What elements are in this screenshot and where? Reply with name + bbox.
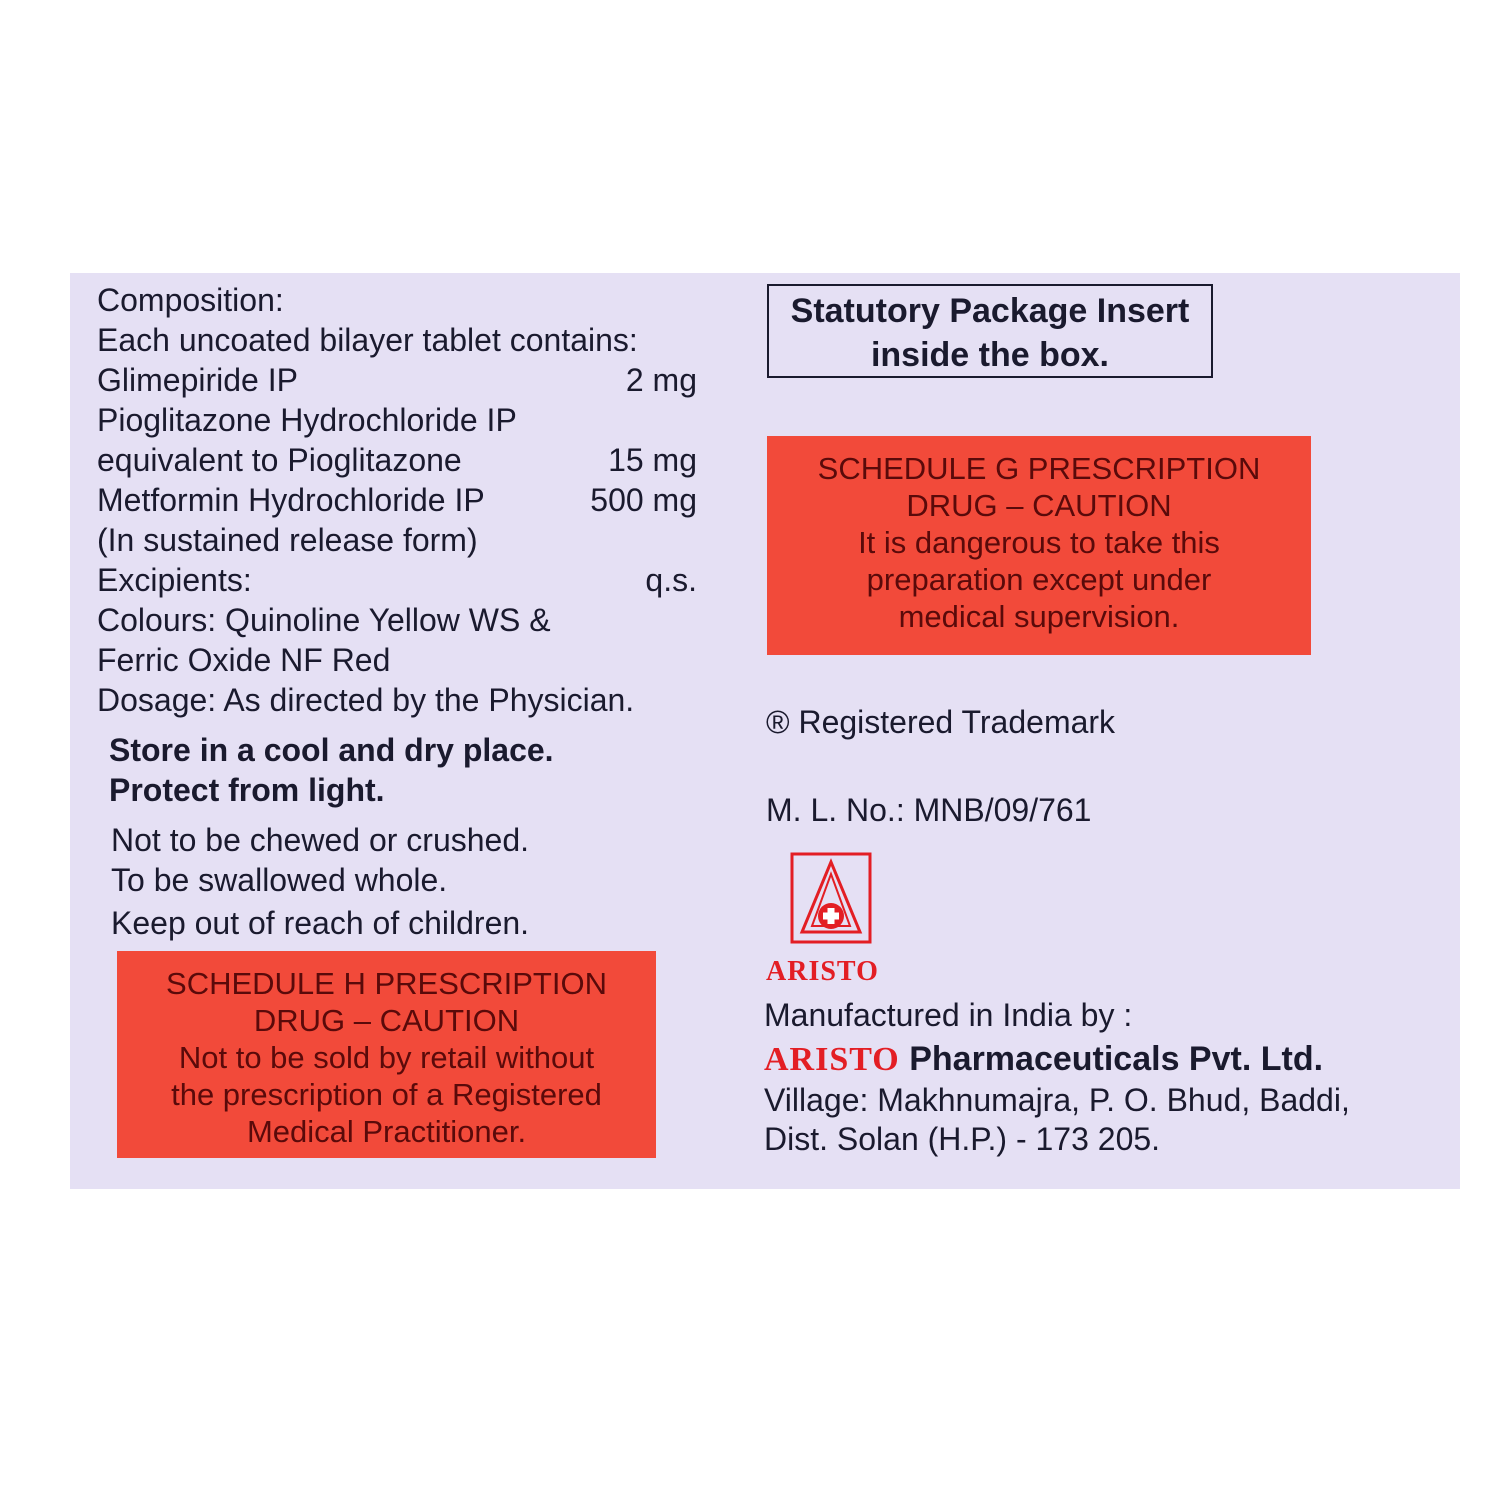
manufactured-label: Manufactured in India by : <box>764 997 1133 1033</box>
insert-line: Statutory Package Insert <box>790 292 1190 330</box>
instruction-line: To be swallowed whole. <box>111 862 448 898</box>
caution-line: DRUG – CAUTION <box>906 488 1172 523</box>
caution-line: It is dangerous to take this <box>858 525 1220 560</box>
caution-line: Medical Practitioner. <box>246 1114 527 1149</box>
colours-line: Ferric Oxide NF Red <box>97 642 391 678</box>
caution-line: Not to be sold by retail without <box>178 1040 595 1075</box>
ml-number: M. L. No.: MNB/09/761 <box>766 792 1092 828</box>
ingredient-row <box>97 480 697 520</box>
ingredient-row <box>97 360 697 400</box>
colours-line: Colours: Quinoline Yellow WS & <box>97 602 551 638</box>
instruction-line: Keep out of reach of children. <box>111 905 530 941</box>
ingredient-name: (In sustained release form) <box>97 522 478 558</box>
instruction-line: Not to be chewed or crushed. <box>111 822 530 858</box>
ingredient-row <box>97 520 697 560</box>
package-insert-box <box>767 284 1213 378</box>
ingredient-row <box>97 560 697 600</box>
trademark-note: ® Registered Trademark <box>766 704 1116 740</box>
aristo-logo-icon <box>790 852 872 944</box>
ingredient-row <box>97 400 697 440</box>
storage-line: Store in a cool and dry place. <box>109 732 554 768</box>
caution-line: SCHEDULE H PRESCRIPTION <box>166 966 607 1001</box>
manufacturer-address: Dist. Solan (H.P.) - 173 205. <box>764 1121 1161 1157</box>
ingredient-name: Glimepiride IP <box>97 362 298 398</box>
schedule-g-caution <box>767 436 1311 655</box>
ingredient-row <box>97 440 697 480</box>
manufacturer-brand: ARISTO <box>764 1041 900 1078</box>
ingredient-qty: 2 mg <box>625 362 697 398</box>
storage-line: Protect from light. <box>109 772 385 808</box>
ingredient-name: Pioglitazone Hydrochloride IP <box>97 402 517 438</box>
ingredient-qty: 15 mg <box>608 442 697 478</box>
manufacturer-address: Village: Makhnumajra, P. O. Bhud, Baddi, <box>764 1082 1350 1118</box>
ingredient-qty: 500 mg <box>590 482 697 518</box>
caution-line: preparation except under <box>866 562 1212 597</box>
manufacturer-name <box>764 1040 1323 1079</box>
aristo-logo-word: ARISTO <box>766 956 879 987</box>
caution-line: DRUG – CAUTION <box>253 1003 520 1038</box>
ingredient-qty: q.s. <box>645 562 697 598</box>
insert-line: inside the box. <box>870 336 1110 374</box>
dosage-line: Dosage: As directed by the Physician. <box>97 682 635 718</box>
ingredient-name: equivalent to Pioglitazone <box>97 442 462 478</box>
caution-line: SCHEDULE G PRESCRIPTION <box>817 451 1261 486</box>
ingredient-name: Excipients: <box>97 562 252 598</box>
ingredient-name: Metformin Hydrochloride IP <box>97 482 485 518</box>
manufacturer-company: Pharmaceuticals Pvt. Ltd. <box>909 1040 1324 1078</box>
composition-intro: Each uncoated bilayer tablet contains: <box>97 322 638 358</box>
caution-line: medical supervision. <box>898 599 1180 634</box>
composition-section <box>97 280 697 943</box>
schedule-h-caution <box>117 951 656 1158</box>
composition-heading: Composition: <box>97 282 284 318</box>
caution-line: the prescription of a Registered <box>171 1077 602 1112</box>
